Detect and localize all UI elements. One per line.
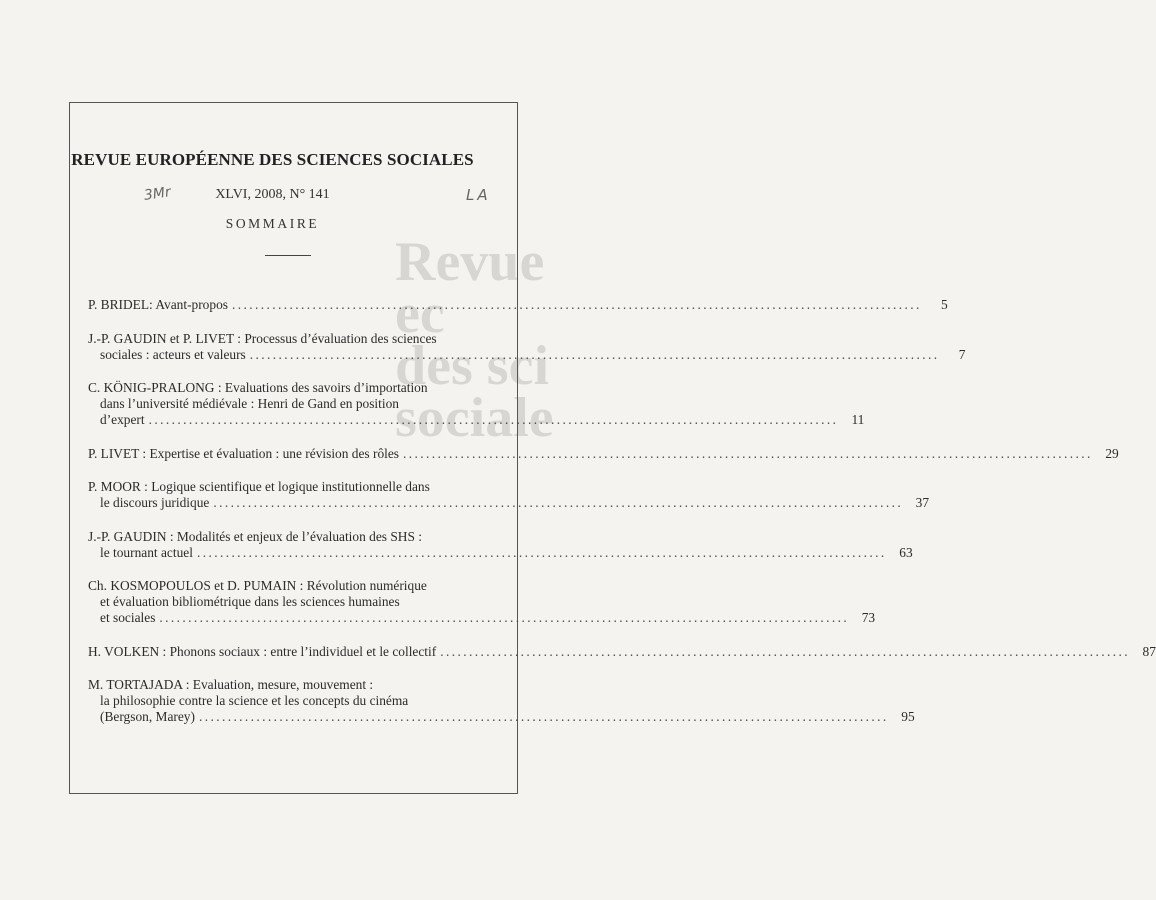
toc-page-number: 87 bbox=[1142, 643, 1156, 659]
dot-leader: ........................................................................................................................ bbox=[148, 412, 839, 427]
bleed-line: des sci bbox=[395, 335, 549, 397]
toc-entry-last-line bbox=[88, 495, 930, 511]
toc-entry bbox=[88, 528, 913, 561]
toc-entry-line: la philosophie contre la science et les concepts du cinéma bbox=[100, 693, 409, 708]
toc-entry-last-line bbox=[88, 643, 1156, 660]
toc-entry-line: C. KÖNIG-PRALONG : Evaluations des savoirs d’importation bbox=[88, 380, 428, 395]
toc-entry-last-line bbox=[88, 709, 915, 725]
section-heading: SOMMAIRE bbox=[225, 216, 320, 231]
issue-number: XLVI, 2008, N° 141 bbox=[215, 187, 330, 202]
toc-entry bbox=[88, 578, 876, 626]
toc-page-number: 11 bbox=[851, 412, 865, 427]
bleed-line: sociale bbox=[395, 387, 554, 449]
dot-leader: ........................................................................................................................ bbox=[249, 346, 940, 362]
toc-entry-last-line bbox=[88, 544, 913, 561]
toc-page-number: 29 bbox=[1105, 445, 1119, 461]
toc-entry bbox=[88, 479, 930, 511]
handwritten-note-left: 3Mr bbox=[143, 184, 172, 204]
toc-entry bbox=[88, 677, 915, 725]
table-of-contents bbox=[88, 297, 1156, 743]
toc-entry-line: M. TORTAJADA : Evaluation, mesure, mouvement : bbox=[88, 677, 374, 692]
toc-page-number: 7 bbox=[958, 346, 966, 362]
toc-entry-line: P. BRIDEL: Avant-propos bbox=[88, 297, 228, 312]
toc-entry-last-line bbox=[88, 412, 865, 428]
toc-entry-line: et évaluation bibliométrique dans les sciences humaines bbox=[100, 594, 400, 609]
toc-entry-line: P. MOOR : Logique scientifique et logique institutionnelle dans bbox=[88, 479, 430, 494]
toc-page-number: 63 bbox=[899, 544, 913, 560]
toc-entry-line: H. VOLKEN : Phonons sociaux : entre l’individuel et le collectif bbox=[88, 643, 437, 659]
toc-page-number: 73 bbox=[861, 610, 876, 625]
toc-entry-line: sociales : acteurs et valeurs bbox=[100, 346, 246, 362]
toc-entry-last-line bbox=[88, 297, 948, 313]
toc-page-number: 37 bbox=[915, 495, 930, 510]
toc-page-number: 5 bbox=[941, 297, 948, 312]
toc-entry-line: P. LIVET : Expertise et évaluation : une révision des rôles bbox=[88, 445, 400, 461]
toc-entry-line: d’expert bbox=[100, 412, 145, 427]
divider bbox=[265, 255, 311, 256]
toc-entry-line: Ch. KOSMOPOULOS et D. PUMAIN : Révolution numérique bbox=[88, 578, 427, 593]
toc-entry-line: dans l’université médiévale : Henri de Gand en position bbox=[100, 396, 399, 411]
handwritten-note-right: LA bbox=[466, 186, 491, 204]
toc-entry-last-line bbox=[88, 346, 966, 363]
dot-leader: ........................................................................................................................ bbox=[198, 709, 889, 724]
toc-entry-line: le discours juridique bbox=[100, 495, 210, 510]
toc-entry-line: J.-P. GAUDIN : Modalités et enjeux de l’évaluation des SHS : bbox=[88, 528, 422, 544]
toc-entry-line: le tournant actuel bbox=[100, 544, 193, 560]
toc-entry bbox=[88, 330, 966, 363]
dot-leader: ........................................................................................................................ bbox=[231, 297, 922, 312]
toc-entry-line: J.-P. GAUDIN et P. LIVET : Processus d’évaluation des sciences bbox=[88, 330, 437, 346]
dot-leader: ........................................................................................................................ bbox=[403, 445, 1093, 461]
toc-entry bbox=[88, 643, 1156, 660]
toc-entry-last-line bbox=[88, 445, 1119, 462]
dot-leader: ........................................................................................................................ bbox=[159, 610, 850, 625]
dot-leader: ........................................................................................................................ bbox=[440, 643, 1130, 659]
dot-leader: ........................................................................................................................ bbox=[196, 544, 887, 560]
toc-entry bbox=[88, 445, 1119, 462]
bleed-line: ec bbox=[395, 283, 445, 345]
toc-entry bbox=[88, 297, 948, 313]
toc-page-number: 95 bbox=[901, 709, 915, 724]
toc-entry-last-line bbox=[88, 610, 876, 626]
dot-leader: ........................................................................................................................ bbox=[213, 495, 904, 510]
toc-entry-line: (Bergson, Marey) bbox=[100, 709, 195, 724]
toc-entry-line: et sociales bbox=[100, 610, 156, 625]
bleed-line: Revue bbox=[395, 231, 545, 293]
journal-title: REVUE EUROPÉENNE DES SCIENCES SOCIALES bbox=[71, 150, 474, 169]
